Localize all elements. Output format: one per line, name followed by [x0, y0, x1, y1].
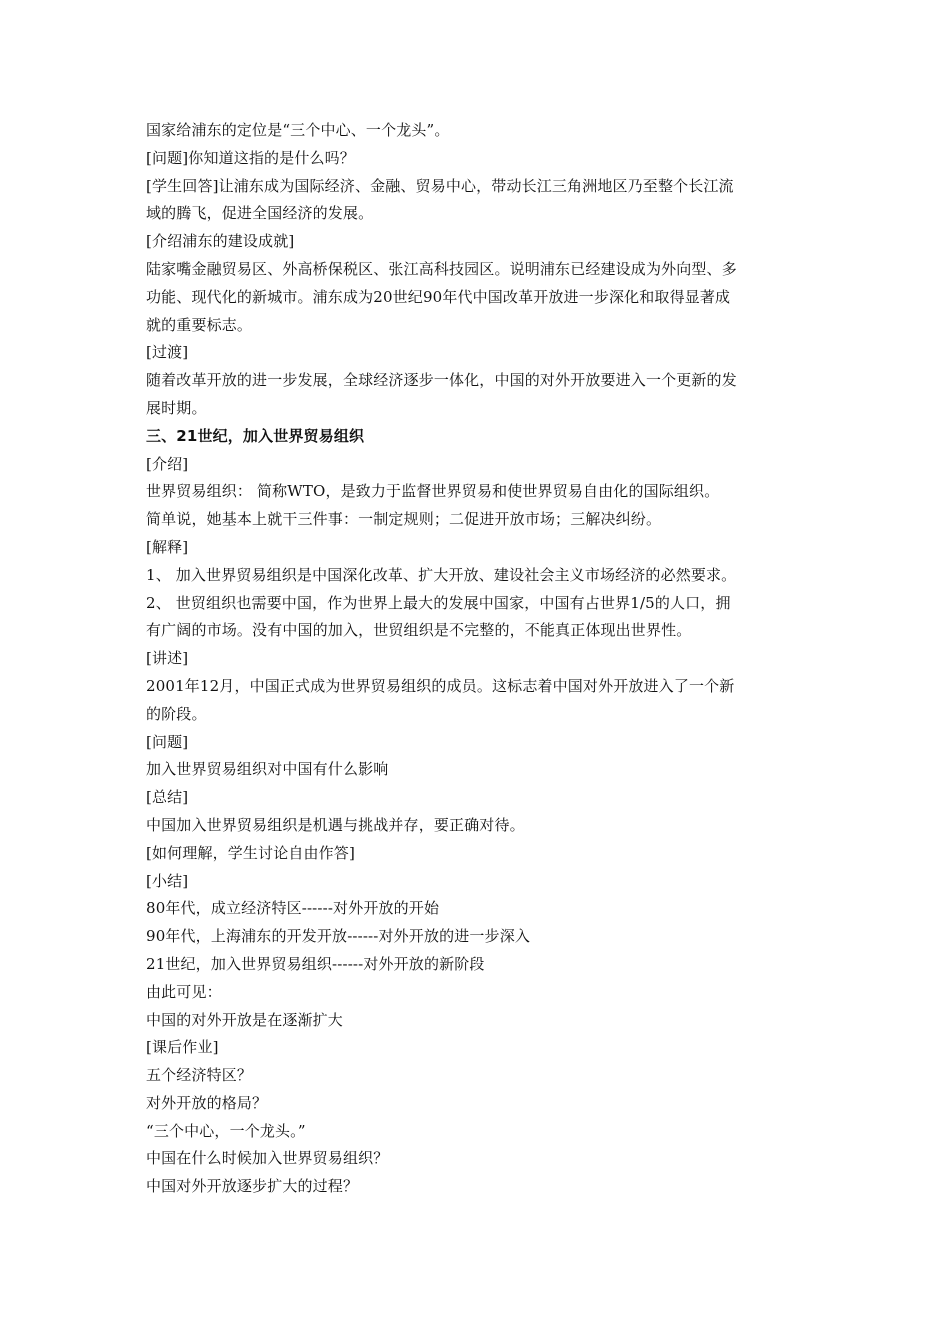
section-tag: [总结] [146, 788, 189, 807]
summary-line: 21世纪，加入世界贸易组织------对外开放的新阶段 [146, 954, 485, 973]
list-item-continuation: 有广阔的市场。没有中国的加入，世贸组织是不完整的，不能真正体现出世界性。 [146, 621, 692, 640]
question-prompt: [问题]你知道这指的是什么吗？ [146, 148, 355, 167]
summary-line: 90年代，上海浦东的开发开放------对外开放的进一步深入 [146, 927, 530, 946]
paragraph-line: 世界贸易组织： 简称WTO，是致力于监督世界贸易和使世界贸易自由化的国际组织。 [146, 482, 720, 501]
homework-item: “三个中心，一个龙头。” [146, 1121, 306, 1140]
paragraph-line: 国家给浦东的定位是“三个中心、一个龙头”。 [146, 121, 450, 139]
paragraph-line: 的阶段。 [146, 704, 207, 723]
homework-item: 中国对外开放逐步扩大的过程？ [146, 1177, 359, 1196]
homework-item: 对外开放的格局？ [146, 1093, 268, 1112]
section-tag: [讲述] [146, 649, 189, 668]
summary-line: 80年代，成立经济特区------对外开放的开始 [146, 899, 440, 918]
list-item: 1、 加入世界贸易组织是中国深化改革、扩大开放、建设社会主义市场经济的必然要求。 [146, 565, 737, 584]
paragraph-line: 随着改革开放的进一步发展，全球经济逐步一体化，中国的对外开放要进入一个更新的发 [146, 371, 737, 390]
paragraph-line: 中国的对外开放是在逐渐扩大 [146, 1010, 343, 1029]
section-tag: [过渡] [146, 343, 189, 362]
paragraph-line: 加入世界贸易组织对中国有什么影响 [146, 760, 389, 779]
homework-item: 中国在什么时候加入世界贸易组织？ [146, 1149, 389, 1168]
paragraph-line: 就的重要标志。 [146, 315, 253, 334]
paragraph-line: 功能、现代化的新城市。浦东成为20世纪90年代中国改革开放进一步深化和取得显著成 [146, 287, 731, 306]
list-item: 2、 世贸组织也需要中国，作为世界上最大的发展中国家，中国有占世界1/5的人口，拥 [146, 593, 731, 612]
student-answer-line: [学生回答]让浦东成为国际经济、金融、贸易中心，带动长江三角洲地区乃至整个长江流 [146, 176, 734, 195]
section-heading: 三、21世纪，加入世界贸易组织 [146, 426, 365, 445]
section-tag: [小结] [146, 871, 189, 890]
student-answer-line: 域的腾飞，促进全国经济的发展。 [146, 204, 374, 223]
document-page [146, 117, 806, 1201]
section-tag: [问题] [146, 732, 189, 751]
paragraph-line: 2001年12月，中国正式成为世界贸易组织的成员。这标志着中国对外开放进入了一个新 [146, 676, 735, 695]
paragraph-line: 中国加入世界贸易组织是机遇与挑战并存，要正确对待。 [146, 815, 525, 834]
paragraph-line: 简单说，她基本上就干三件事：一制定规则；二促进开放市场；三解决纠纷。 [146, 510, 662, 529]
paragraph-line: 由此可见： [146, 982, 222, 1001]
section-tag: [介绍浦东的建设成就] [146, 232, 295, 251]
paragraph-line: 陆家嘴金融贸易区、外高桥保税区、张江高科技园区。说明浦东已经建设成为外向型、多 [146, 259, 737, 278]
section-tag: [介绍] [146, 454, 189, 473]
section-tag: [解释] [146, 537, 189, 556]
paragraph-line: 展时期。 [146, 398, 207, 417]
section-tag: [课后作业] [146, 1038, 219, 1057]
section-tag: [如何理解，学生讨论自由作答] [146, 843, 355, 862]
homework-item: 五个经济特区？ [146, 1066, 253, 1085]
